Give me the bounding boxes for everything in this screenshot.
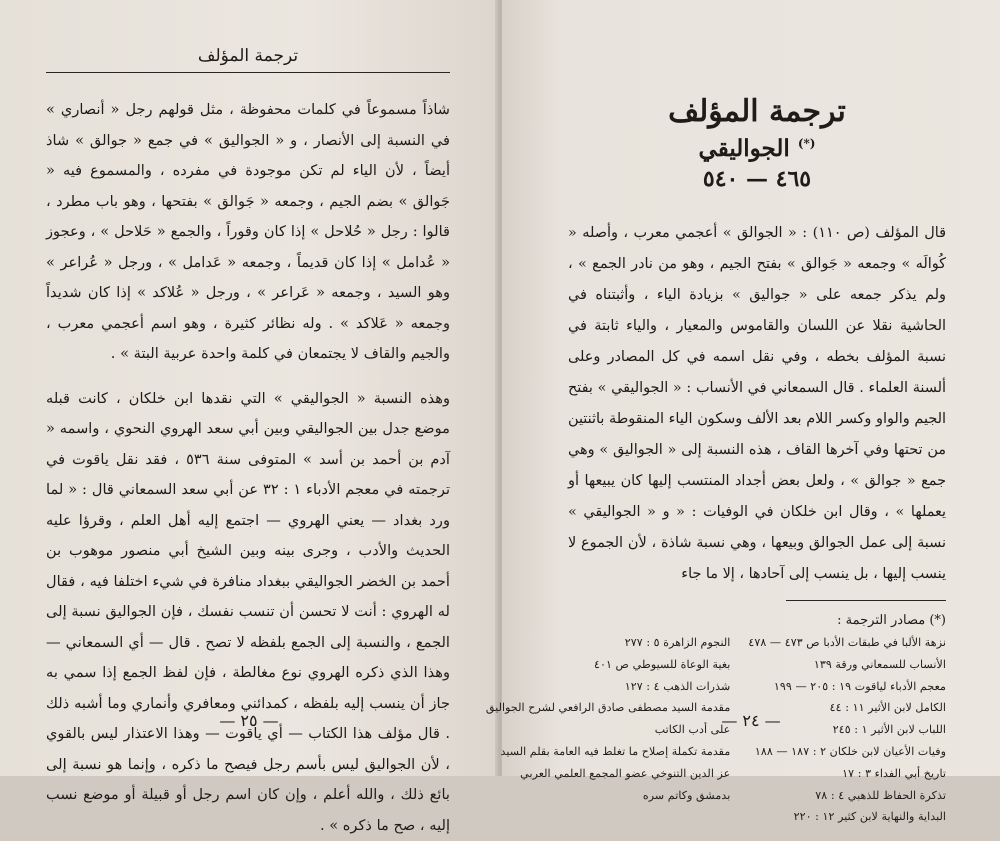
right-page [502,0,1000,776]
page-number: — ٢٥ — [0,711,498,730]
source-entry: بدمشق وكاتم سره [486,785,730,807]
sources-list [568,632,946,828]
sources-column-1 [748,632,946,828]
author-name [568,135,946,162]
source-entry: الأنساب للسمعاني ورقة ١٣٩ [748,654,946,676]
source-entry: تذكرة الحفاظ للذهبي ٤ : ٧٨ [748,785,946,807]
page-title: ترجمة المؤلف [568,94,946,129]
running-head: ترجمة المؤلف [46,46,450,73]
source-entry: معجم الأدباء لياقوت ١٩ : ٢٠٥ — ١٩٩ [748,676,946,698]
right-body-text [568,218,946,590]
source-entry: على أدب الكاتب [486,719,730,741]
page-number: — ٢٤ — [502,711,1000,730]
source-entry: الكامل لابن الأثير ١١ : ٤٤ [748,697,946,719]
sources-column-2 [486,632,730,828]
source-entry: مقدمة السيد مصطفى صادق الرافعي لشرح الجواليق [486,697,730,719]
sources-heading: (*) مصادر الترجمة : [568,613,946,628]
paragraph: قال المؤلف (ص ١١٠) : « الجوالق » أعجمي معرب ، وأصله « كُوالَه » وجمعه « جَوالق » بفتح الجيم ، وهو من نادر الجمع » ، ولم يذكر جمعه على « جواليق » بزيادة الياء ، وأثبتناه في الحاشية نقلا عن اللسان والقاموس والمعيار ، والياء ثابتة في نسبة المؤلف بخطه ، وفي نقل اسمه في كل المصادر وعلى ألسنة العلماء . قال السمعاني في الأنساب : « الجواليقي » بفتح الجيم والواو وكسر اللام بعد الألف وسكون الياء المنقوطة باثنتين من تحتها وفي آخرها القاف ، هذه النسبة إلى « الجواليق » وهي جمع « جوالق » ، ولعل بعض أجداد المنتسب إليها كان يبيعها أو يعملها » ، وقال ابن خلكان في الوفيات : « و « الجواليقي » نسبة إلى عمل الجوالق وبيعها ، وهي نسبة شاذة ، لأن الجموع لا ينسب إليها ، بل ينسب إلى آحادها ، إلا ما جاء [568,218,946,590]
source-entry: مقدمة تكملة إصلاح ما تغلط فيه العامة بقلم السيد [486,741,730,763]
paragraph: شاذاً مسموعاً في كلمات محفوظة ، مثل قولهم رجل « أنصاري » في النسبة إلى الأنصار ، و « الجواليق » في جمع « جوالق » شاذ أيضاً ، لأن الياء لم تكن موجودة في مفرده ، والمسموع فيه « جَوالق » بضم الجيم ، وجمعه « جَوالق » بفتحها ، وهو باب مطرد ، قالوا : رجل « حُلاحل » إذا كان وقوراً ، والجمع « حَلاحل » ، وعجوز « عُدامل » إذا كان قديماً ، وجمعه « عَدامل » ، ورجل « عُراعر » وهو السيد ، وجمعه « عَراعر » ، ورجل « عُلاكد » إذا كان شديداً وجمعه « عَلاكد » . وله نظائر كثيرة ، وهو اسم أعجمي معرب ، والجيم والقاف لا يجتمعان في كلمة واحدة عربية البتة » . [46,95,450,370]
source-entry: تاريخ أبي الفداء ٣ : ١٧ [748,763,946,785]
author-name-text: الجواليقي [699,135,790,162]
source-entry: وفيات الأعيان لابن خلكان ٢ : ١٨٧ — ١٨٨ [748,741,946,763]
source-entry: النجوم الزاهرة ٥ : ٢٧٧ [486,632,730,654]
footnote-divider [786,600,946,601]
footnote-mark: (*) [798,136,816,150]
paragraph: وهذه النسبة « الجواليقي » التي نقدها ابن خلكان ، كانت قبله موضع جدل بين الجواليقي وبين أبي سعد الهروي النحوي ، واسمه « آدم بن أحمد بن أسد » المتوفى سنة ٥٣٦ ، فقد نقل ياقوت في ترجمته في معجم الأدباء ١ : ٣٢ عن أبي سعد السمعاني قال : « لما ورد بغداد — يعني الهروي — اجتمع إليه أهل العلم ، وقرؤا عليه الحديث والأدب ، وجرى بينه وبين الشيخ أبي منصور موهوب بن أحمد بن الخضر الجواليقي ببغداد منافرة في شيء اختلفا فيه ، فقال له الهروي : أنت لا تحسن أن تنسب نفسك ، فإن الجواليق نسبة إلى الجمع ، والنسبة إلى الجمع بلفظه لا تصح . قال — أي السمعاني — وهذا الذي ذكره الهروي نوع مغالطة ، فإن لفظ الجمع إذا سمي به جاز أن ينسب إليه بلفظه ، كمدائني ومعافري وأنماري وما أشبه ذلك . قال مؤلف هذا الكتاب — أي ياقوت — وهذا الاعتذار ليس بالقوي ، لأن الجواليق ليس بأسم رجل فيصح ما ذكره ، وإنما هو نسبة إلى بائع ذلك ، والله أعلم ، وإن كان اسم رجل أو قبيلة أو موضع نسب إليه ، صح ما ذكره » . [46,384,450,841]
source-entry: نزهة الألبا في طبقات الأدبا ص ٤٧٣ — ٤٧٨ [748,632,946,654]
author-dates: ٤٦٥ — ٥٤٠ [568,166,946,192]
source-entry: بغية الوعاة للسيوطي ص ٤٠١ [486,654,730,676]
source-entry: اللباب لابن الأثير ١ : ٢٤٥ [748,719,946,741]
source-entry: البداية والنهاية لابن كثير ١٢ : ٢٢٠ [748,806,946,828]
left-page [0,0,498,776]
source-entry: عز الدين التنوخي عضو المجمع العلمي العربي [486,763,730,785]
source-entry: شذرات الذهب ٤ : ١٢٧ [486,676,730,698]
